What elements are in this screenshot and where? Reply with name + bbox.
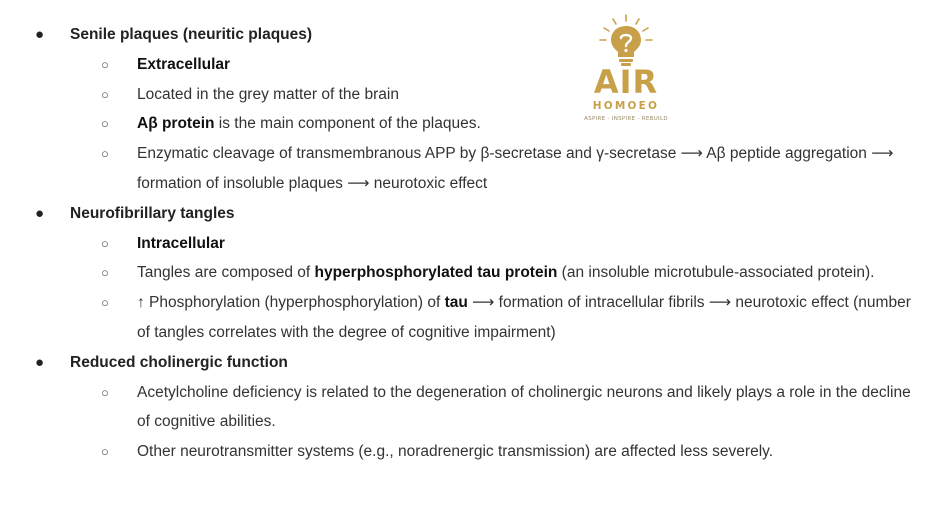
- list-item: [0, 258, 942, 288]
- hollow-bullet-icon: ○: [101, 444, 109, 460]
- outline-list: [0, 20, 942, 467]
- hollow-bullet-icon: ○: [101, 56, 109, 72]
- item-text: Enzymatic cleavage of transmembranous APP by β-secretase and γ-secretase ⟶ Aβ peptide aggregation ⟶ formation of insoluble plaques ⟶ neurotoxic effect: [137, 145, 894, 192]
- section-heading: [0, 348, 942, 378]
- list-item: [0, 109, 942, 139]
- filled-bullet-icon: ●: [35, 204, 45, 222]
- list-item: [0, 139, 942, 199]
- sub-list: [0, 378, 942, 467]
- bold-term: Extracellular: [137, 55, 231, 73]
- logo-tagline: ASPIRE - INSPIRE - REBUILD: [584, 116, 668, 122]
- item-text: Located in the grey matter of the brain: [137, 85, 399, 103]
- hollow-bullet-icon: ○: [101, 295, 109, 311]
- hollow-bullet-icon: ○: [101, 384, 109, 400]
- outline-section: [0, 348, 942, 467]
- section-title: Neurofibrillary tangles: [70, 204, 235, 222]
- item-text: Other neurotransmitter systems (e.g., noradrenergic transmission) are affected less severely.: [137, 443, 774, 461]
- item-text: Tangles are composed of: [137, 264, 315, 282]
- hollow-bullet-icon: ○: [101, 146, 109, 162]
- logo-wordmark: AIR: [593, 63, 659, 101]
- hollow-bullet-icon: ○: [101, 265, 109, 281]
- list-item: [0, 437, 942, 467]
- air-homoeo-logo: [580, 12, 672, 130]
- item-text: is the main component of the plaques.: [214, 115, 481, 133]
- hollow-bullet-icon: ○: [101, 86, 109, 102]
- bold-term: Intracellular: [137, 234, 225, 252]
- hollow-bullet-icon: ○: [101, 235, 109, 251]
- filled-bullet-icon: ●: [35, 26, 45, 43]
- bold-term: tau: [444, 294, 468, 312]
- list-item: [0, 378, 942, 438]
- bold-term: Aβ protein: [137, 115, 215, 133]
- section-heading: [0, 20, 942, 50]
- list-item: [0, 288, 942, 348]
- filled-bullet-icon: ●: [35, 353, 45, 371]
- item-text: Acetylcholine deficiency is related to the degeneration of cholinergic neurons and likely plays a role in the decline of cognitive abilities.: [137, 383, 911, 431]
- lightbulb-question-icon: [580, 12, 672, 68]
- list-item: [0, 80, 942, 110]
- list-item: [0, 50, 942, 80]
- section-title: Reduced cholinergic function: [70, 353, 288, 371]
- item-text: ↑ Phosphorylation (hyperphosphorylation) of: [137, 294, 445, 312]
- outline-section: [0, 20, 942, 199]
- section-heading: [0, 199, 942, 229]
- item-text: ⟶ formation of intracellular fibrils ⟶ neurotoxic effect (number of tangles correlates with the degree of cognitive impairment): [137, 294, 911, 341]
- logo-subtitle: HOMOEO: [592, 100, 660, 112]
- section-title: Senile plaques (neuritic plaques): [70, 26, 313, 43]
- bold-term: hyperphosphorylated tau protein: [314, 264, 558, 282]
- sub-list: [0, 50, 942, 199]
- hollow-bullet-icon: ○: [101, 116, 109, 132]
- item-text: (an insoluble microtubule-associated protein).: [557, 264, 875, 282]
- outline-section: [0, 199, 942, 348]
- list-item: [0, 229, 942, 259]
- sub-list: [0, 229, 942, 348]
